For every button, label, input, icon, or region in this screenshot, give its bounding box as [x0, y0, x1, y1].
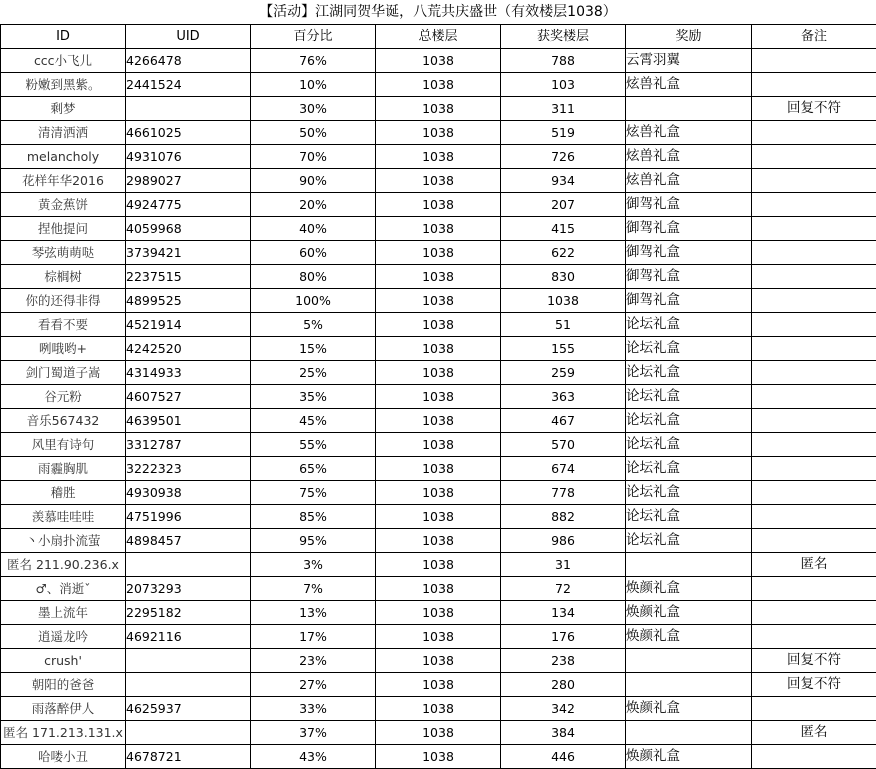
cell-reward: 炫兽礼盒	[626, 169, 752, 193]
cell-winning-floor: 467	[501, 409, 626, 433]
cell-total-floors: 1038	[376, 673, 501, 697]
cell-uid: 4898457	[126, 529, 251, 553]
cell-reward: 炫兽礼盒	[626, 145, 752, 169]
cell-id: 粉嫩到黑紫。	[1, 73, 126, 97]
cell-reward: 御驾礼盒	[626, 193, 752, 217]
cell-note	[752, 625, 876, 649]
cell-reward: 论坛礼盒	[626, 313, 752, 337]
cell-id: 匿名 211.90.236.x	[1, 553, 126, 577]
cell-percent: 5%	[251, 313, 376, 337]
cell-note	[752, 145, 876, 169]
cell-reward: 论坛礼盒	[626, 337, 752, 361]
cell-percent: 17%	[251, 625, 376, 649]
cell-note	[752, 337, 876, 361]
cell-note	[752, 697, 876, 721]
cell-uid: 4930938	[126, 481, 251, 505]
cell-id: 稽胜	[1, 481, 126, 505]
cell-reward: 焕颜礼盒	[626, 625, 752, 649]
cell-winning-floor: 415	[501, 217, 626, 241]
cell-reward: 御驾礼盒	[626, 289, 752, 313]
cell-percent: 75%	[251, 481, 376, 505]
cell-note	[752, 457, 876, 481]
cell-winning-floor: 72	[501, 577, 626, 601]
cell-note	[752, 265, 876, 289]
cell-percent: 30%	[251, 97, 376, 121]
cell-reward: 御驾礼盒	[626, 217, 752, 241]
cell-percent: 65%	[251, 457, 376, 481]
cell-note	[752, 529, 876, 553]
cell-note	[752, 481, 876, 505]
table-row	[1, 409, 876, 433]
table-row	[1, 505, 876, 529]
cell-uid: 4678721	[126, 745, 251, 769]
cell-winning-floor: 446	[501, 745, 626, 769]
cell-percent: 90%	[251, 169, 376, 193]
cell-uid: 4931076	[126, 145, 251, 169]
cell-total-floors: 1038	[376, 97, 501, 121]
cell-percent: 85%	[251, 505, 376, 529]
cell-total-floors: 1038	[376, 505, 501, 529]
cell-uid	[126, 649, 251, 673]
cell-total-floors: 1038	[376, 409, 501, 433]
cell-total-floors: 1038	[376, 481, 501, 505]
cell-total-floors: 1038	[376, 289, 501, 313]
cell-percent: 23%	[251, 649, 376, 673]
cell-winning-floor: 342	[501, 697, 626, 721]
cell-reward: 焕颜礼盒	[626, 601, 752, 625]
cell-id: ccc小飞儿	[1, 49, 126, 73]
cell-id: 黄金蕉饼	[1, 193, 126, 217]
cell-total-floors: 1038	[376, 361, 501, 385]
cell-reward: 炫兽礼盒	[626, 121, 752, 145]
cell-id: ♂、消逝ˇ	[1, 577, 126, 601]
header-winning-floor: 获奖楼层	[501, 25, 626, 49]
cell-id: 匿名 171.213.131.x	[1, 721, 126, 745]
cell-note: 回复不符	[752, 673, 876, 697]
cell-total-floors: 1038	[376, 49, 501, 73]
cell-uid: 3222323	[126, 457, 251, 481]
cell-percent: 3%	[251, 553, 376, 577]
cell-note	[752, 73, 876, 97]
cell-reward: 御驾礼盒	[626, 241, 752, 265]
cell-winning-floor: 778	[501, 481, 626, 505]
cell-uid	[126, 721, 251, 745]
cell-uid: 2073293	[126, 577, 251, 601]
cell-note	[752, 601, 876, 625]
cell-percent: 37%	[251, 721, 376, 745]
table-row	[1, 217, 876, 241]
table-row	[1, 649, 876, 673]
cell-percent: 95%	[251, 529, 376, 553]
header-row	[1, 25, 876, 49]
cell-winning-floor: 674	[501, 457, 626, 481]
cell-winning-floor: 31	[501, 553, 626, 577]
cell-id: 咧哦哟+	[1, 337, 126, 361]
cell-total-floors: 1038	[376, 577, 501, 601]
cell-uid: 4692116	[126, 625, 251, 649]
winners-table	[0, 24, 876, 769]
cell-reward: 论坛礼盒	[626, 409, 752, 433]
cell-percent: 50%	[251, 121, 376, 145]
cell-uid: 4639501	[126, 409, 251, 433]
cell-total-floors: 1038	[376, 457, 501, 481]
cell-percent: 25%	[251, 361, 376, 385]
cell-id: 谷元粉	[1, 385, 126, 409]
cell-uid: 4625937	[126, 697, 251, 721]
cell-id: 棕榈树	[1, 265, 126, 289]
cell-percent: 60%	[251, 241, 376, 265]
cell-total-floors: 1038	[376, 337, 501, 361]
cell-id: crush'	[1, 649, 126, 673]
cell-uid	[126, 553, 251, 577]
cell-id: 朝阳的爸爸	[1, 673, 126, 697]
cell-percent: 40%	[251, 217, 376, 241]
cell-winning-floor: 934	[501, 169, 626, 193]
table-row	[1, 721, 876, 745]
cell-reward: 御驾礼盒	[626, 265, 752, 289]
cell-total-floors: 1038	[376, 601, 501, 625]
cell-total-floors: 1038	[376, 745, 501, 769]
cell-note	[752, 505, 876, 529]
cell-note: 匿名	[752, 553, 876, 577]
table-row	[1, 481, 876, 505]
cell-reward	[626, 97, 752, 121]
cell-note	[752, 121, 876, 145]
cell-total-floors: 1038	[376, 193, 501, 217]
cell-id: 羡慕哇哇哇	[1, 505, 126, 529]
cell-reward: 论坛礼盒	[626, 361, 752, 385]
table-row	[1, 337, 876, 361]
cell-reward	[626, 553, 752, 577]
cell-winning-floor: 1038	[501, 289, 626, 313]
cell-note	[752, 49, 876, 73]
cell-winning-floor: 134	[501, 601, 626, 625]
cell-reward: 炫兽礼盒	[626, 73, 752, 97]
cell-total-floors: 1038	[376, 697, 501, 721]
cell-id: 雨落醉伊人	[1, 697, 126, 721]
cell-note	[752, 241, 876, 265]
header-reward: 奖励	[626, 25, 752, 49]
cell-uid: 4899525	[126, 289, 251, 313]
cell-reward: 焕颜礼盒	[626, 745, 752, 769]
table-row	[1, 433, 876, 457]
table-row	[1, 625, 876, 649]
cell-note	[752, 409, 876, 433]
cell-total-floors: 1038	[376, 73, 501, 97]
cell-percent: 45%	[251, 409, 376, 433]
cell-note	[752, 193, 876, 217]
cell-winning-floor: 155	[501, 337, 626, 361]
cell-percent: 27%	[251, 673, 376, 697]
cell-winning-floor: 259	[501, 361, 626, 385]
cell-winning-floor: 280	[501, 673, 626, 697]
cell-winning-floor: 103	[501, 73, 626, 97]
table-row	[1, 553, 876, 577]
cell-percent: 80%	[251, 265, 376, 289]
cell-id: 清清洒洒	[1, 121, 126, 145]
cell-winning-floor: 363	[501, 385, 626, 409]
cell-id: 你的还得非得	[1, 289, 126, 313]
cell-winning-floor: 570	[501, 433, 626, 457]
cell-total-floors: 1038	[376, 241, 501, 265]
header-uid: UID	[126, 25, 251, 49]
table-row	[1, 529, 876, 553]
cell-uid: 4607527	[126, 385, 251, 409]
cell-id: 琴弦萌萌哒	[1, 241, 126, 265]
cell-note: 回复不符	[752, 649, 876, 673]
cell-note	[752, 577, 876, 601]
cell-percent: 7%	[251, 577, 376, 601]
cell-id: 音乐567432	[1, 409, 126, 433]
table-row	[1, 601, 876, 625]
cell-percent: 15%	[251, 337, 376, 361]
cell-uid: 4266478	[126, 49, 251, 73]
cell-uid: 4242520	[126, 337, 251, 361]
cell-winning-floor: 830	[501, 265, 626, 289]
header-id: ID	[1, 25, 126, 49]
cell-reward	[626, 721, 752, 745]
cell-uid: 4751996	[126, 505, 251, 529]
cell-winning-floor: 176	[501, 625, 626, 649]
table-row	[1, 697, 876, 721]
table-row	[1, 241, 876, 265]
cell-uid: 4059968	[126, 217, 251, 241]
cell-reward	[626, 649, 752, 673]
cell-reward: 论坛礼盒	[626, 433, 752, 457]
table-row	[1, 385, 876, 409]
cell-winning-floor: 882	[501, 505, 626, 529]
cell-percent: 100%	[251, 289, 376, 313]
cell-note: 匿名	[752, 721, 876, 745]
header-total-floors: 总楼层	[376, 25, 501, 49]
cell-note: 回复不符	[752, 97, 876, 121]
cell-percent: 20%	[251, 193, 376, 217]
cell-reward: 焕颜礼盒	[626, 577, 752, 601]
table-row	[1, 169, 876, 193]
table-row	[1, 265, 876, 289]
cell-total-floors: 1038	[376, 625, 501, 649]
cell-note	[752, 385, 876, 409]
cell-id: 剩梦	[1, 97, 126, 121]
table-row	[1, 313, 876, 337]
cell-percent: 76%	[251, 49, 376, 73]
cell-uid	[126, 97, 251, 121]
cell-winning-floor: 51	[501, 313, 626, 337]
cell-uid: 2295182	[126, 601, 251, 625]
table-row	[1, 145, 876, 169]
cell-uid	[126, 673, 251, 697]
cell-id: 捏他提问	[1, 217, 126, 241]
table-row	[1, 73, 876, 97]
cell-note	[752, 313, 876, 337]
cell-uid: 3739421	[126, 241, 251, 265]
cell-uid: 4314933	[126, 361, 251, 385]
cell-total-floors: 1038	[376, 385, 501, 409]
cell-total-floors: 1038	[376, 721, 501, 745]
header-percent: 百分比	[251, 25, 376, 49]
cell-note	[752, 289, 876, 313]
cell-uid: 2441524	[126, 73, 251, 97]
cell-winning-floor: 622	[501, 241, 626, 265]
cell-percent: 13%	[251, 601, 376, 625]
cell-reward: 论坛礼盒	[626, 505, 752, 529]
cell-reward: 云霄羽翼	[626, 49, 752, 73]
cell-uid: 4521914	[126, 313, 251, 337]
cell-note	[752, 169, 876, 193]
cell-percent: 10%	[251, 73, 376, 97]
cell-reward: 论坛礼盒	[626, 457, 752, 481]
cell-total-floors: 1038	[376, 121, 501, 145]
cell-reward: 论坛礼盒	[626, 385, 752, 409]
cell-winning-floor: 311	[501, 97, 626, 121]
cell-total-floors: 1038	[376, 265, 501, 289]
cell-total-floors: 1038	[376, 145, 501, 169]
cell-winning-floor: 207	[501, 193, 626, 217]
table-row	[1, 193, 876, 217]
cell-total-floors: 1038	[376, 313, 501, 337]
cell-percent: 33%	[251, 697, 376, 721]
cell-winning-floor: 384	[501, 721, 626, 745]
cell-id: 花样年华2016	[1, 169, 126, 193]
cell-percent: 55%	[251, 433, 376, 457]
cell-id: 风里有诗句	[1, 433, 126, 457]
cell-id: 哈喽小丑	[1, 745, 126, 769]
cell-id: 剑门蜀道子嵩	[1, 361, 126, 385]
cell-percent: 43%	[251, 745, 376, 769]
cell-winning-floor: 726	[501, 145, 626, 169]
cell-total-floors: 1038	[376, 553, 501, 577]
cell-reward: 论坛礼盒	[626, 529, 752, 553]
cell-uid: 3312787	[126, 433, 251, 457]
cell-total-floors: 1038	[376, 217, 501, 241]
table-row	[1, 49, 876, 73]
cell-percent: 70%	[251, 145, 376, 169]
cell-id: 丶小扇扑流萤	[1, 529, 126, 553]
cell-id: 雨霾胸肌	[1, 457, 126, 481]
cell-reward: 论坛礼盒	[626, 481, 752, 505]
cell-note	[752, 433, 876, 457]
header-note: 备注	[752, 25, 876, 49]
cell-id: 看看不要	[1, 313, 126, 337]
table-row	[1, 673, 876, 697]
cell-uid: 4661025	[126, 121, 251, 145]
table-row	[1, 457, 876, 481]
cell-total-floors: 1038	[376, 529, 501, 553]
cell-total-floors: 1038	[376, 433, 501, 457]
cell-winning-floor: 788	[501, 49, 626, 73]
table-row	[1, 121, 876, 145]
cell-winning-floor: 986	[501, 529, 626, 553]
cell-reward	[626, 673, 752, 697]
table-row	[1, 577, 876, 601]
cell-percent: 35%	[251, 385, 376, 409]
table-row	[1, 97, 876, 121]
cell-winning-floor: 238	[501, 649, 626, 673]
cell-uid: 4924775	[126, 193, 251, 217]
cell-id: 墨上流年	[1, 601, 126, 625]
cell-note	[752, 217, 876, 241]
table-row	[1, 361, 876, 385]
cell-id: 逍遥龙吟	[1, 625, 126, 649]
sheet-title: 【活动】江湖同贺华诞，八荒共庆盛世（有效楼层1038）	[259, 4, 617, 20]
cell-reward: 焕颜礼盒	[626, 697, 752, 721]
cell-winning-floor: 519	[501, 121, 626, 145]
cell-total-floors: 1038	[376, 649, 501, 673]
cell-note	[752, 361, 876, 385]
cell-uid: 2237515	[126, 265, 251, 289]
cell-total-floors: 1038	[376, 169, 501, 193]
table-row	[1, 289, 876, 313]
table-row	[1, 745, 876, 769]
cell-id: melancholy	[1, 145, 126, 169]
cell-note	[752, 745, 876, 769]
cell-uid: 2989027	[126, 169, 251, 193]
